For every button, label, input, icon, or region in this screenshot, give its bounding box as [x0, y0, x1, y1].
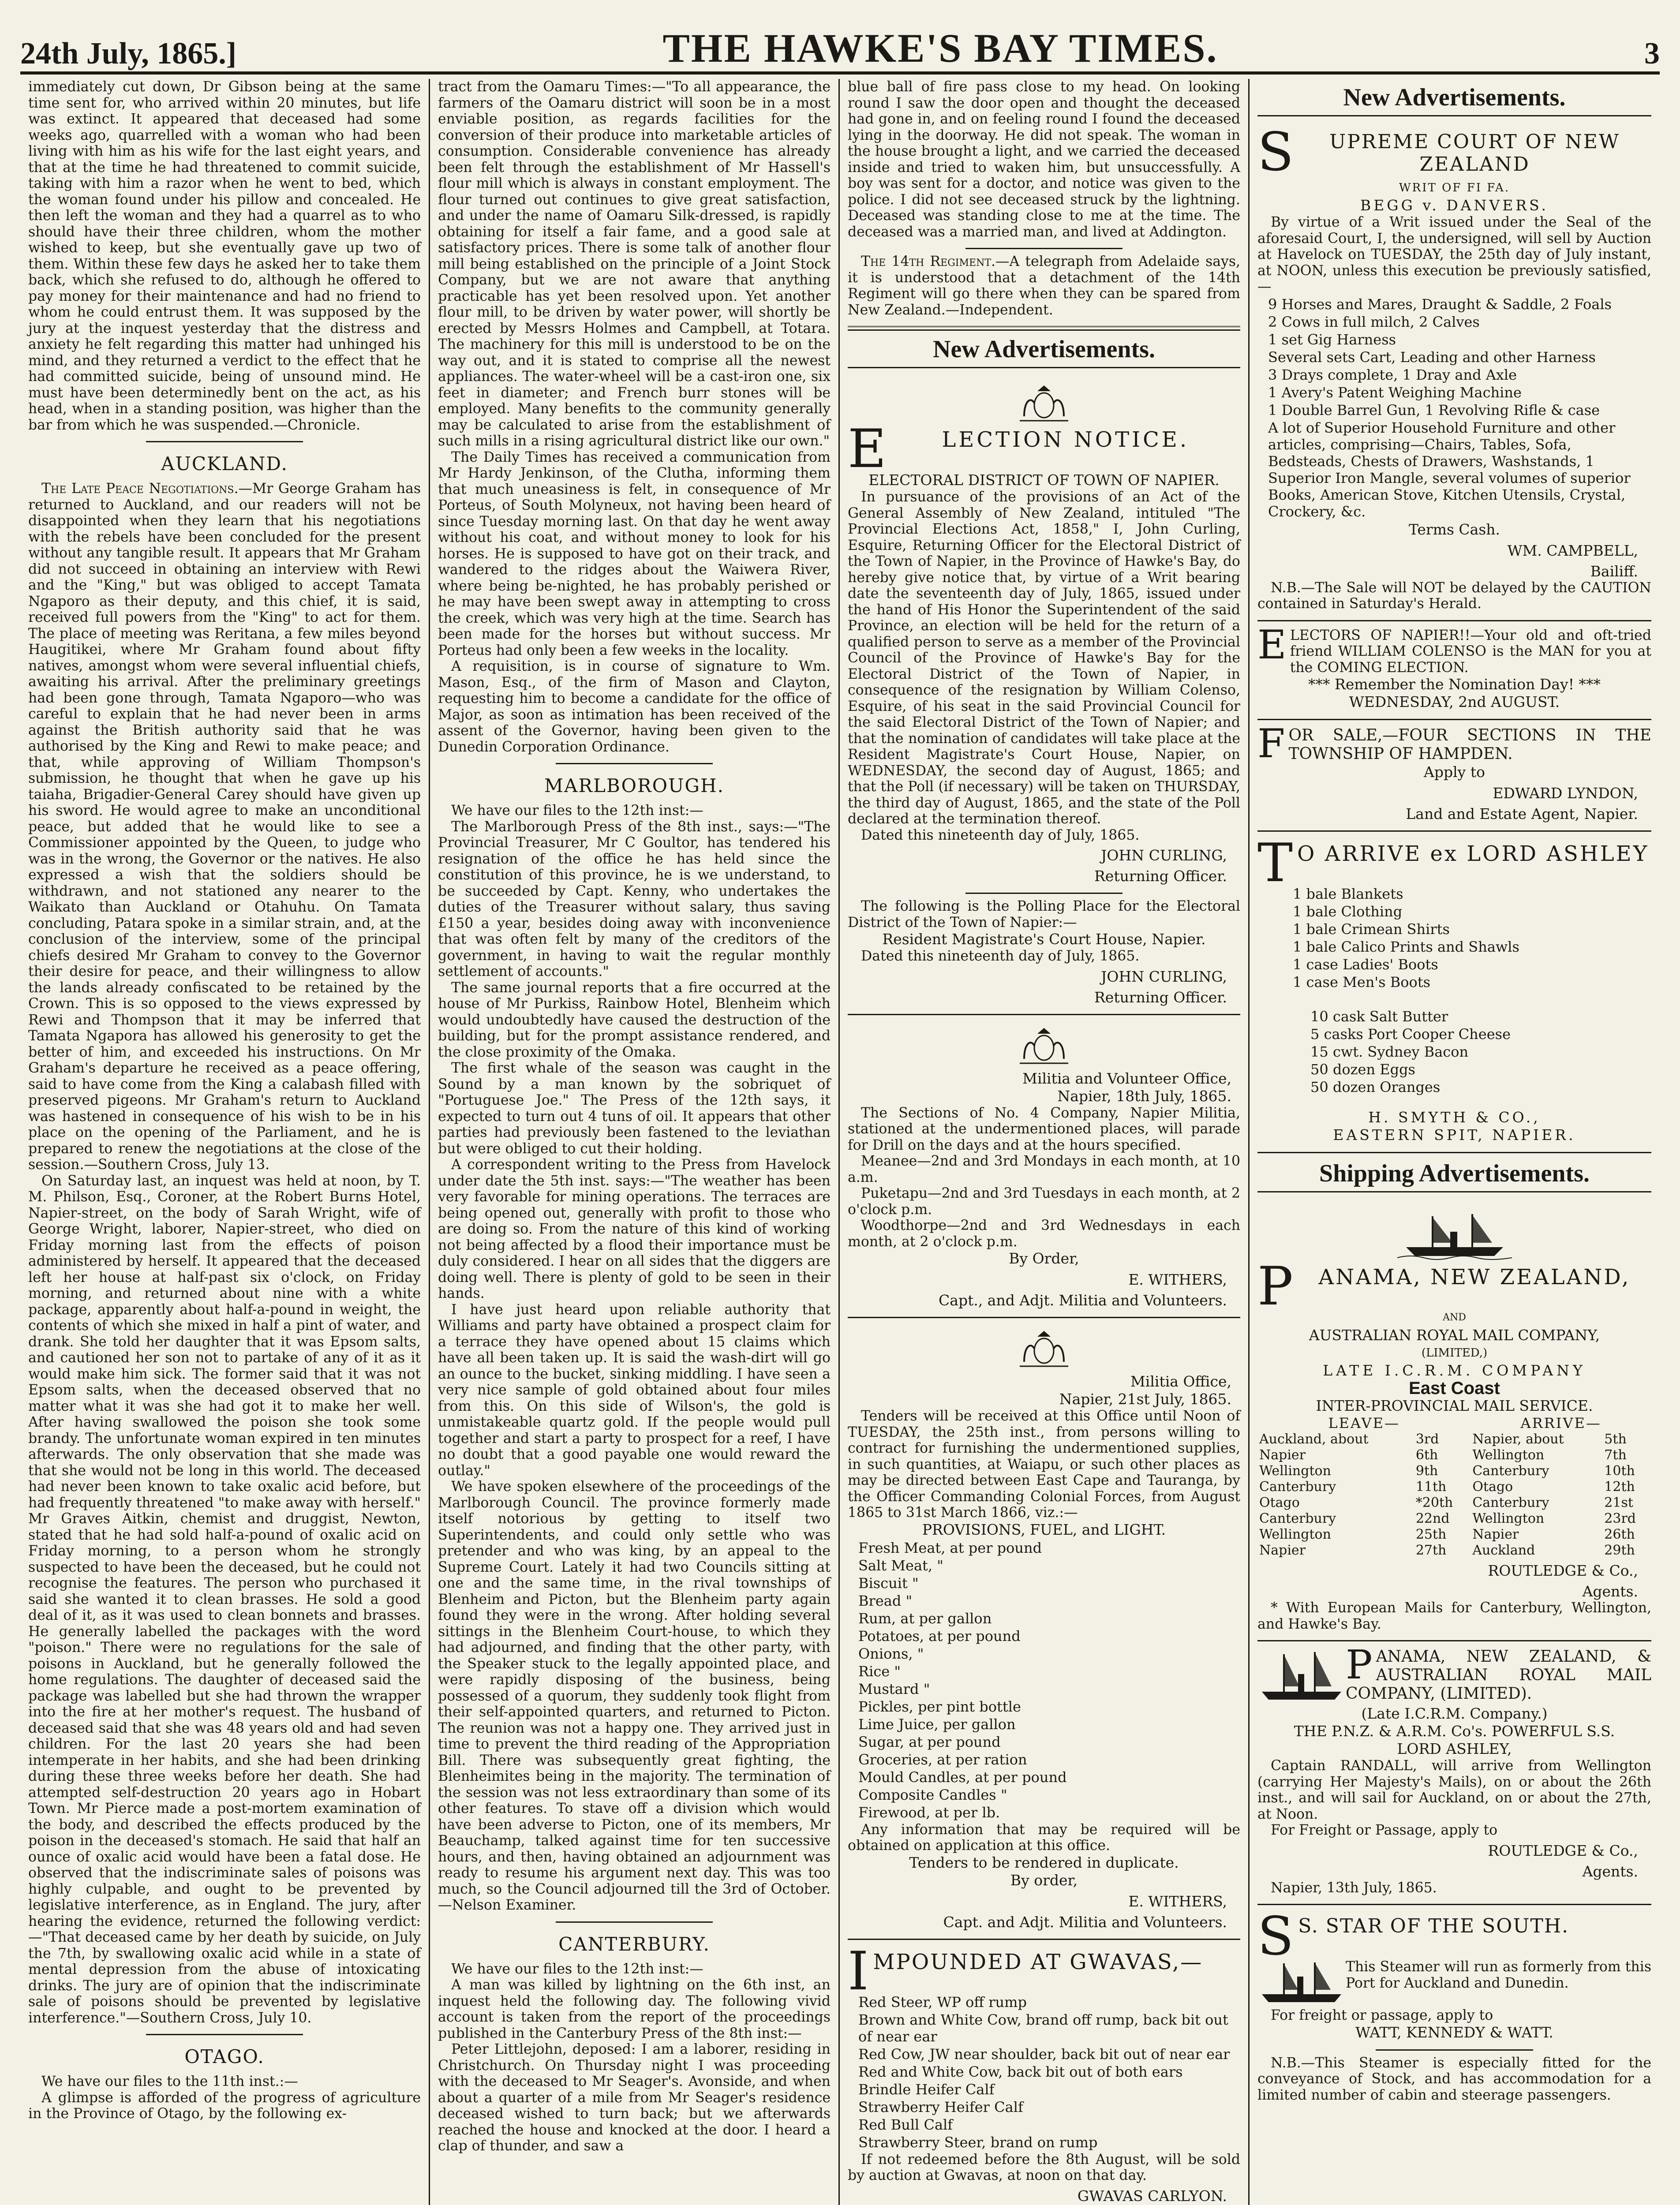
ad-heading: ANAMA, NEW ZEALAND,: [1318, 1265, 1631, 1289]
table-row: Napier 27th Auckland 29th: [1259, 1543, 1635, 1558]
ad-line: INTER-PROVINCIAL MAIL SERVICE.: [1316, 1397, 1593, 1414]
lord-ashley-cargo-ad: [1257, 832, 1651, 1153]
ad-signature-title: Agents.: [1582, 1583, 1638, 1600]
ad-heading: ANAMA, NEW ZEALAND, & AUSTRALIAN ROYAL MAIL COMPANY, (LIMITED).: [1346, 1648, 1651, 1703]
list-item: Strawberry Heifer Calf: [858, 2098, 1023, 2115]
article-text: A glimpse is afforded of the progress of agriculture in the Province of Otago, by the following ex-: [28, 2089, 421, 2122]
article-text: A correspondent writing to the Press from Havelock under date the 5th inst. says:—"The weather has been very favorable for mining operations. The terraces are being opened out, generally with profit to those who are doing so. From the nature of this kind of working not being affected by a flood their importance must be duly considered. I hear on all sides that the diggers are doing well. There is plenty of gold to be seen in their hands.: [438, 1157, 831, 1301]
page-number: 3: [1644, 37, 1660, 71]
table-row: Canterbury 11th Otago 12th: [1259, 1479, 1635, 1495]
ad-signature-title: Agents.: [1582, 1862, 1638, 1880]
list-item: Biscuit ": [858, 1574, 919, 1592]
supreme-court-ad: [1257, 121, 1651, 621]
table-row: Napier 6th Wellington 7th: [1259, 1447, 1627, 1463]
royal-arms-icon: [1011, 1329, 1077, 1368]
ship-name: LORD ASHLEY,: [1397, 1740, 1512, 1757]
article-text: A requisition, is in course of signature to Wm. Mason, Esq., of the firm of Mason and Clayton, requesting him to become a candidate for the office of Major, as soon as intimation has been received of the assent of the Governor, having been given to the Dunedin Corporation Ordinance.: [438, 658, 831, 755]
article-text: The Daily Times has received a communication from Mr Hardy Jenkinson, of the Clutha, informing them that much uneasiness is felt, in consequence of Mr Porteus, of South Molyneux, not having been heard of since Tuesday morning last. On that day he went away without his coat, and without money to look for his horses. He is supposed to have got on their track, and wandered to the ridges about the Waiwera River, where being be-nighted, he has probably perished or he may have been swept away in attempting to cross the creek, which was very high at the time. Search has been made for the horses but without success. Mr Porteus had only been a few weeks in the locality.: [438, 449, 831, 658]
ad-line: AND: [1443, 1312, 1466, 1323]
shipping-advertisements-banner: Shipping Advertisements.: [1257, 1159, 1651, 1192]
list-item: Salt Meat, ": [858, 1557, 943, 1574]
writ-title: WRIT OF FI FA.: [1399, 181, 1510, 194]
list-item: 1 bale Blankets: [1293, 886, 1403, 902]
list-item: Bread ": [858, 1592, 913, 1609]
list-item: 10 cask Salt Butter: [1310, 1008, 1448, 1025]
drop-cap: P: [1257, 1256, 1293, 1317]
electors-ad: [1257, 621, 1651, 721]
list-item: Mould Candles, at per pound: [858, 1768, 1067, 1786]
ad-signature: JOHN CURLING,: [1101, 968, 1227, 985]
column-1: [20, 79, 430, 2205]
article-lead: The 14th Regiment.: [861, 254, 996, 269]
divider: [965, 893, 1122, 894]
article-text: The first whale of the season was caught in the Sound by a man known by the sobriquet of "Portuguese Joe." The Press of the 12th says, it expected to turn out 4 tuns of oil. It appears that other parties had previously been fastened to the leviathan but were obliged to cut their holding.: [438, 1060, 831, 1157]
table-header-row: [1257, 1415, 1651, 1431]
new-advertisements-banner: New Advertisements.: [1257, 83, 1651, 116]
column-header: ARRIVE—: [1520, 1415, 1601, 1431]
ad-body: Captain RANDALL, will arrive from Wellington (carrying Her Majesty's Mails), on or about the 26th inst., and will sail for Auckland, on or about the 27th, at Noon.: [1257, 1758, 1651, 1822]
election-notice-ad: [848, 373, 1240, 1015]
ad-heading: OR SALE,—FOUR SECTIONS IN THE TOWNSHIP OF HAMPDEN.: [1288, 726, 1651, 763]
ad-signature: WATT, KENNEDY & WATT.: [1355, 2023, 1553, 2041]
ad-heading: LECTION NOTICE.: [942, 427, 1190, 452]
ad-date: Napier, 18th July, 1865.: [1057, 1087, 1231, 1105]
militia-tender-ad: [848, 1318, 1240, 1940]
list-item: Lime Juice, per gallon: [858, 1715, 1016, 1733]
ad-heading: O ARRIVE ex LORD ASHLEY: [1297, 841, 1649, 866]
ad-body: By virtue of a Writ issued under the Seal of the aforesaid Court, I, the undersigned, will sell by Auction at Havelock on TUESDAY, the 25th day of July instant, at NOON, unless this execution be previously satisfied,—: [1257, 214, 1651, 295]
ad-signature-title: Bailiff.: [1590, 562, 1638, 580]
ad-line: Meanee—2nd and 3rd Mondays in each month, at 10 a.m.: [848, 1153, 1240, 1185]
ad-note: * With European Mails for Canterbury, Wellington, and Hawke's Bay.: [1257, 1600, 1651, 1632]
drop-cap: P: [1346, 1642, 1373, 1688]
ad-signature-title: Capt., and Adjt. Militia and Volunteers.: [939, 1292, 1227, 1309]
cargo-list: [1257, 886, 1651, 990]
ad-subheading: PROVISIONS, FUEL, and LIGHT.: [922, 1521, 1166, 1538]
lord-ashley-sailing-ad: [1257, 1641, 1651, 1905]
ad-note: N.B.—The Sale will NOT be delayed by the CAUTION contained in Saturday's Herald.: [1257, 579, 1651, 612]
list-item: Red Steer, WP off rump: [858, 1993, 1027, 2011]
ad-dated: Dated this nineteenth day of July, 1865.: [861, 948, 1140, 964]
drop-cap: S: [1257, 1906, 1294, 1967]
ad-body: If not redeemed before the 8th August, will be sold by auction at Gwavas, at noon on that day.: [848, 2151, 1240, 2183]
ad-date: Napier, 21st July, 1865.: [1059, 1390, 1231, 1408]
for-sale-ad: [1257, 720, 1651, 832]
polling-place: Resident Magistrate's Court House, Napier.: [882, 931, 1206, 948]
list-item: 1 bale Clothing: [1293, 903, 1403, 920]
column-header: LEAVE—: [1328, 1415, 1400, 1431]
ad-subheading: ELECTORAL DISTRICT OF TOWN OF NAPIER.: [868, 471, 1220, 489]
list-item: Rum, at per gallon: [858, 1610, 992, 1627]
list-item: Groceries, at per ration: [858, 1751, 1027, 1768]
list-item: 15 cwt. Sydney Bacon: [1310, 1043, 1469, 1060]
list-item: 1 case Ladies' Boots: [1293, 956, 1438, 973]
article-text: immediately cut down, Dr Gibson being at the same time sent for, who arrived within 20 minutes, but life was extinct. It appeared that deceased had some weeks ago, quarrelled with a woman who had been living with him as his wife for the last eight years, and that at the time he had threatened to commit suicide, taking with him a razor when he went to bed, which the woman found under his pillow and concealed. He then left the woman and they had a quarrel as to who should have their three children, whom the mother wished to keep, but she eventually gave up two of them. Within these few days he asked her to take them back, which she refused to do, although he offered to pay money for their maintenance and had no friend to whom he could entrust them. It was supposed by the jury at the inquest yesterday that the distress and anxiety he felt regarding this matter had unhinged his mind, and they returned a verdict to the effect that he had committed suicide, being of unsound mind. He must have been determinedly bent on the act, as his head, when in a standing position, was higher than the bar from which he was suspended.—Chronicle.: [28, 79, 421, 433]
ad-line: (LIMITED,): [1421, 1346, 1488, 1360]
issue-date: 24th July, 1865.]: [20, 37, 237, 71]
ad-date: Napier, 13th July, 1865.: [1271, 1880, 1437, 1896]
ad-signature-title: EASTERN SPIT, NAPIER.: [1333, 1126, 1576, 1144]
star-of-the-south-ad: [1257, 1905, 1651, 2111]
list-item: Fresh Meat, at per pound: [858, 1539, 1042, 1556]
ad-body: The following is the Polling Place for the Electoral District of the Town of Napier:—: [848, 898, 1240, 931]
ad-line: Tenders to be rendered in duplicate.: [909, 1854, 1179, 1871]
list-item: Strawberry Steer, brand on rump: [858, 2134, 1098, 2151]
divider: [1376, 2049, 1533, 2051]
section-heading-otago: OTAGO.: [184, 2046, 265, 2067]
ad-body: This Steamer will run as formerly from this Port for Auckland and Dunedin.: [1346, 1959, 1651, 1991]
ad-signature: ROUTLEDGE & Co.,: [1488, 1842, 1638, 1859]
list-item: Composite Candles ": [858, 1786, 1007, 1803]
list-item: Onions, ": [858, 1645, 924, 1662]
list-item: Mustard ": [858, 1680, 930, 1697]
ad-dated: Dated this nineteenth day of July, 1865.: [861, 827, 1140, 843]
article-text: We have spoken elsewhere of the proceedings of the Marlborough Council. The province formerly made itself notorious by getting to itself two Superintendents, and could only settle who was pretender and who was king, by an appeal to the Supreme Court. Lately it had two Councils sitting at one and the same time, in the rival townships of Blenheim and Picton, but the Blenheim party again found they were in the wrong. After holding several sittings in the Blenheim Court-house, to which they had adjourned, and finding that the other party, with the Speaker stuck to the legally appointed place, and were rapidly disposing of the business, being possessed of a quorum, they suddenly took flight from their self-appointed quarters, and returned to Picton. The reunion was not a happy one. They arrived just in time to prevent the third reading of the Appropriation Bill. There was subsequently great fighting, the Blenheimites being in the majority. The termination of the session was not less extraordinary than some of its other features. To stave off a division which would have been adverse to Picton, one of its members, Mr Beauchamp, talked against time for ten successive hours, and then, having obtained an adjournment was ready to resume his argument next day. This was too much, so the Council adjourned till the 3rd of October.—Nelson Examiner.: [438, 1479, 831, 1913]
list-item: Firewood, at per lb.: [858, 1804, 1000, 1821]
ad-line: LATE I.C.R.M. COMPANY: [1323, 1362, 1586, 1379]
article-text: We have our files to the 12th inst:—: [451, 1961, 703, 1977]
ad-office: Militia Office,: [1130, 1373, 1231, 1390]
impounded-ad: [848, 1940, 1240, 2205]
ad-body: In pursuance of the provisions of an Act of the General Assembly of New Zealand, intituled "The Provincial Elections Act, 1858," I, John Curling, Esquire, Returning Officer for the Electoral District of the Town of Napier, in the Province of Hawke's Bay, do hereby give notice that, by virtue of a Writ bearing date the seventeenth day of July, 1865, issued under the hand of His Honor the Superintendent of the said Province, an election will be held for the return of a qualified person to serve as a member of the Provincial Council of the Province of Hawke's Bay for the Electoral District of the Town of Napier, in consequence of the resignation by William Colenso, Esquire, of his seat in the said Provincial Council for the said Electoral District of the Town of Napier; and that the nomination of candidates will take place at the Resident Magistrate's Court House, Napier, on WEDNESDAY, the second day of August, 1865; and that the Poll (if necessary) will be taken on THURSDAY, the third day of August, 1865, and the state of the Poll declared at the termination thereof.: [848, 489, 1240, 827]
article-text: We have our files to the 12th inst:—: [451, 803, 703, 818]
article-text: Peter Littlejohn, deposed: I am a laborer, residing in Christchurch. On Thursday night I was proceeding with the deceased to Mr Seager's. Avonside, and when about a quarter of a mile from Mr Seager's residence deceased wished to turn back; but we afterwards reached the house and knocked at the door. I heard a clap of thunder, and saw a: [438, 2041, 831, 2154]
panama-mail-ad: [1257, 1197, 1651, 1641]
column-4: [1250, 79, 1659, 2205]
case-title: BEGG v. DANVERS.: [1360, 197, 1549, 214]
list-item: Rice ": [858, 1663, 901, 1680]
ad-line: East Coast: [1409, 1379, 1500, 1398]
drop-cap: T: [1257, 833, 1293, 894]
drop-cap: S: [1257, 122, 1294, 183]
ad-signature-title: Returning Officer.: [1094, 988, 1227, 1006]
ad-signature: E. WITHERS,: [1128, 1892, 1227, 1910]
divider: [556, 763, 713, 764]
article-text: We have our files to the 11th inst.:—: [41, 2074, 298, 2089]
list-item: 1 bale Crimean Shirts: [1293, 921, 1450, 938]
ad-line: Apply to: [1424, 763, 1485, 781]
supplies-list: [848, 1540, 1240, 1821]
list-item: Red Bull Calf: [858, 2116, 953, 2133]
table-row: Wellington 25th Napier 26th: [1259, 1527, 1635, 1542]
ad-body: The Sections of No. 4 Company, Napier Militia, stationed at the undermentioned places, will parade for Drill on the days and at the hours specified.: [848, 1105, 1240, 1153]
list-item: 1 case Men's Boots: [1293, 974, 1431, 990]
article-text: blue ball of fire pass close to my head. On looking round I saw the door open and thought the deceased had gone in, and on feeling round I found the deceased lying in the doorway. He did not speak. The woman in the house brought a light, and we carried the deceased inside and tried to waken him, but unsuccessfully. A boy was sent for a doctor, and notice was given to the police. I did not see deceased struck by the lightning. Deceased was standing close to me at the time. The deceased was a married man, and lived at Addington.: [848, 79, 1240, 240]
list-item: 1 bale Calico Prints and Shawls: [1293, 938, 1519, 955]
article-text: I have just heard upon reliable authority that Williams and party have obtained a prospect claim for a terrace they have opened about 15 claims which have all been taken up. It is said the wash-dirt will go an ounce to the bucket, sinking middling. I have seen a very nice sample of gold obtained about four miles from this. On this side of Wilson's, the gold is unmistakeable quartz gold. If the people would pull together and start a party to prospect for a reef, I have no doubt that a good payable one would reward the outlay.": [438, 1301, 831, 1479]
list-item: 1 Avery's Patent Weighing Machine: [1268, 384, 1522, 401]
ad-heading: UPREME COURT OF NEW ZEALAND: [1329, 131, 1620, 176]
article-text: tract from the Oamaru Times:—"To all appearance, the farmers of the Oamaru district will soon be in a most enviable position, as regards facilities for the conversion of their produce into marketable articles of consumption. Considerable convenience has already been felt through the establishment of Mr Hassell's flour mill which is always in constant employment. The flour turned out continues to give great satisfaction, and under the name of Oamaru Silk-dressed, is rapidly obtaining for itself a fair fame, and a good sale at satisfactory prices. There is some talk of another flour mill being established on the principle of a Joint Stock Company, but we are not aware that anything practicable has yet been resolved upon. Yet another flour mill, to be driven by water power, will shortly be erected by Messrs Holmes and Campbell, at Totara. The machinery for this mill is understood to be on the way out, and it is stated to comprise all the newest appliances. The water-wheel will be a cast-iron one, six feet in diameter; and French burr stones will be employed. Many benefits to the community generally may be calculated to arise from the establishment of such mills in a rising agricultural district like our own.": [438, 79, 831, 449]
mail-schedule-table: [1257, 1415, 1651, 1558]
ad-line: Puketapu—2nd and 3rd Tuesdays in each month, at 2 o'clock p.m.: [848, 1185, 1240, 1218]
divider: [146, 2034, 303, 2035]
article-text: The same journal reports that a fire occurred at the house of Mr Purkiss, Rainbow Hotel, Blenheim which would undoubtedly have caused the destruction of the building, but for the prompt assistance rendered, and the close proximity of the Omaka.: [438, 979, 831, 1060]
ad-line: THE P.N.Z. & A.R.M. Co's. POWERFUL S.S.: [1294, 1723, 1615, 1740]
ad-signature-title: Land and Estate Agent, Napier.: [1406, 805, 1638, 822]
ad-signature-title: Returning Officer.: [1094, 867, 1227, 885]
article-body: —Mr George Graham has returned to Auckland, and our readers will not be disappointed when they learn that his negotiations with the rebels have been concluded for the present without any tangible result. It appears that Mr Graham did not succeed in obtaining an interview with Rewi and the "King," but was obliged to accept Tamata Ngaporo as their deputy, and this chief, it is said, received full powers from the "King" to act for them. The place of meeting was Reritana, a few miles beyond Haugitikei, where Mr Graham found about fifty natives, amongst whom were several influential chiefs, awaiting his arrival. After the preliminary greetings had been gone through, Tamata Ngaporo—who was careful to explain that he had never been in arms against the British authority said that he was authorised by the King and Rewi to make peace; and that, while approving of William Thompson's submission, he thought that when he gave up his taiaha, Brigadier-General Carey should have given up his sword. He would agree to make an unconditional peace, but added that he would like to see a Commissioner appointed by the Queen, to judge who was in the wrong, the Governor or the natives. He also expressed a wish that the soldiers should be withdrawn, and not stationed any nearer to the Waikato than Auckland or Otahuhu. On Tamata concluding, Patara spoke in a similar strain, and, at the conclusion of the interview, some of the principal chiefs desired Mr Graham to convey to the Governor their desire for peace, and their willingness to allow the lands already confiscated to be retained by the Crown. This is so opposed to the views expressed by Rewi and Thompson that it may be inferred that Tamata Ngapora has allowed his generosity to get the better of him, and exceeded his instructions. On Mr Graham's departure he received as a peace offering, said to have come from the King a calabash filled with preserved pigeons. Mr Graham's return to Auckland was hastened in consequence of his wish to be in his place on the opening of the Parliament, and he is prepared to renew the negotiations at the close of the session.—Southern Cross, July 13.: [28, 481, 421, 1173]
divider: [146, 441, 303, 442]
column-3: [840, 79, 1250, 2205]
ad-signature: JOHN CURLING,: [1101, 847, 1227, 864]
column-2: [430, 79, 840, 2205]
ad-line: For Freight or Passage, apply to: [1271, 1822, 1498, 1838]
ad-office: Militia and Volunteer Office,: [1022, 1069, 1231, 1087]
section-heading-marlborough: MARLBOROUGH.: [544, 775, 724, 796]
ad-body: Tenders will be received at this Office until Noon of TUESDAY, the 25th inst., from persons willing to contract for furnishing the undermentioned supplies, in such quantities, at Waiapu, or such other places as may be directed between East Cape and Tauranga, by the Officer Commanding Colonial Forces, from August 1865 to 31st March 1866, viz.:—: [848, 1408, 1240, 1521]
ad-heading: MPOUNDED AT GWAVAS,—: [873, 1949, 1203, 1974]
ad-heading-line: AUSTRALIAN ROYAL MAIL COMPANY,: [1309, 1327, 1600, 1344]
table-row: Wellington 9th Canterbury 10th: [1259, 1463, 1635, 1479]
table-row: Canterbury 22nd Wellington 23rd: [1259, 1511, 1636, 1526]
ad-signature: EDWARD LYNDON,: [1493, 785, 1638, 802]
list-item: Pickles, per pint bottle: [858, 1698, 1021, 1715]
ad-line: (Late I.C.R.M. Company.): [1361, 1705, 1548, 1722]
divider: [556, 1921, 713, 1923]
ad-signature: ROUTLEDGE & Co.,: [1488, 1562, 1638, 1579]
list-item: 50 dozen Eggs: [1310, 1061, 1415, 1078]
steamship-icon: [1257, 1648, 1346, 1705]
list-item: Several sets Cart, Leading and other Harness: [1268, 348, 1596, 366]
drop-cap: E: [1257, 621, 1287, 668]
article-text: A man was killed by lightning on the 6th inst, an inquest held the following day. The following vivid account is taken from the report of the proceedings published in the Canterbury Press of the 8th inst:—: [438, 1977, 831, 2041]
ad-terms: Terms Cash.: [1408, 520, 1500, 538]
divider: [848, 326, 1240, 331]
list-item: Red and White Cow, back bit out of both ears: [858, 2063, 1183, 2080]
article-text: The Marlborough Press of the 8th inst., says:—"The Provincial Treasurer, Mr C Goultor, has tendered his resignation of the office he has held since the constitution of this province, he is we understand, to be succeeded by Capt. Kenny, who undertakes the duties of the Treasurer without salary, thus saving £150 a year, besides doing away with inconvenience that was often felt by many of the creditors of the government, in having to wait the regular monthly settlement of accounts.": [438, 818, 831, 979]
ad-date: WEDNESDAY, 2nd AUGUST.: [1349, 693, 1560, 710]
article-text: [848, 254, 1240, 318]
section-heading-auckland: AUCKLAND.: [161, 453, 288, 475]
list-item: 2 Cows in full milch, 2 Calves: [1268, 313, 1480, 330]
impounded-list: [848, 1994, 1240, 2151]
ad-signature: GWAVAS CARLYON.: [1077, 2187, 1227, 2205]
list-item: Brindle Heifer Calf: [858, 2081, 995, 2098]
article-lead: The Late Peace Negotiations.: [41, 481, 239, 497]
new-advertisements-banner: New Advertisements.: [848, 335, 1240, 368]
cargo-list: [1257, 1008, 1651, 1095]
royal-arms-icon: [1011, 1026, 1077, 1065]
list-item: 50 dozen Oranges: [1310, 1079, 1441, 1095]
sale-items-list: [1257, 296, 1651, 520]
drop-cap: I: [848, 1940, 869, 2002]
ad-line: Woodthorpe—2nd and 3rd Wednesdays in each month, at 2 o'clock p.m.: [848, 1218, 1240, 1250]
ad-signature: WM. CAMPBELL,: [1507, 542, 1638, 559]
article-text: On Saturday last, an inquest was held at noon, by T. M. Philson, Esq., Coroner, at the Robert Burns Hotel, Napier-street, on the body of Sarah Wright, wife of George Wright, laborer, Napier-street, who died on Friday morning last from the effects of poison administered by herself. It appeared that the deceased left her house at half-past six o'clock, on Friday morning, and returned about nine with a white package, apparently about half-a-pound in weight, the contents of which she mixed in half a pint of water, and drank. She told her daughter that it was Epsom salts, and cautioned her son not to partake of any of it as it would make him sick. The former said that it was not Epsom salts, when the deceased observed that no matter what it was she had got it to make her well. After having swallowed the poison she took some brandy. The unfortunate woman expired in ten minutes afterwards. The only observation that she made was that she would not be long in this world. The deceased had never been known to take oxalic acid before, but had frequently threatened "to make away with herself." Mr Graves Aitkin, chemist and druggist, Newton, stated that he had sold half-a-pound of oxalic acid on Friday morning, to a person whom he strongly suspected to have been the deceased, but he could not recognise the features. The person who purchased it said she wanted it to clean brasses. He sold a good deal of it, as it was used to clean bonnets and brasses. He generally labelled the packages with the word "poison." There were no regulations for the sale of poisons in Auckland, but he generally followed the home regulations. The daughter of deceased said the package was labelled but she had thrown the wrapper into the fire at her mother's request. The husband of deceased said that she was 48 years old and had seven children. For the last 20 years she had been intemperate in her habits, and she had been drinking during these three weeks before her death. She had attempted self-destruction 20 years ago in Hobart Town. Mr Pierce made a post-mortem examination of the body, and described the effects produced by the poison in the deceased's stomach. He said that half an ounce of oxalic acid would have been a fatal dose. He observed that the indiscriminate sales of poisons was highly culpable, and ought to be prevented by legislative interference, as in England. The jury, after hearing the evidence, returned the following verdict:—"That deceased came by her death by suicide, on July the 7th, by swallowing oxalic acid while in a state of mental depression from the abuse of intoxicating drinks. The jury are of opinion that the indiscriminate sale of poisons should be prevented by legislative interference."—Southern Cross, July 10.: [28, 1173, 421, 2026]
article-text: [28, 481, 421, 1173]
ad-body: LECTORS OF NAPIER!!—Your old and oft-tried friend WILLIAM COLENSO is the MAN for you at the COMING ELECTION.: [1290, 627, 1651, 676]
list-item: Brown and White Cow, brand off rump, back bit out of near ear: [858, 2011, 1228, 2045]
ad-note: N.B.—This Steamer is especially fitted for the conveyance of Stock, and has accommodation for a limited number of cabin and steerage passengers.: [1257, 2055, 1651, 2103]
steamship-icon: [1257, 1959, 1346, 2007]
list-item: 1 Double Barrel Gun, 1 Revolving Rifle & case: [1268, 401, 1600, 419]
list-item: A lot of Superior Household Furniture and other articles, comprising—Chairs, Tables, Sofa, Bedsteads, Chests of Drawers, Washstands, 1 Superior Iron Mangle, several volumes of superior Books, American Stove, Kitchen Utensils, Crystal, Crockery, &c.: [1268, 419, 1631, 520]
ad-order: By order,: [1010, 1871, 1078, 1889]
militia-drill-ad: [848, 1015, 1240, 1319]
ad-line: For freight or passage, apply to: [1271, 2007, 1493, 2023]
royal-arms-icon: [1011, 383, 1077, 423]
list-item: 3 Drays complete, 1 Dray and Axle: [1268, 366, 1517, 383]
ad-signature: H. SMYTH & CO.,: [1368, 1109, 1541, 1126]
divider: [965, 248, 1122, 249]
ad-signature-title: Capt. and Adjt. Militia and Volunteers.: [943, 1913, 1227, 1931]
ad-line: *** Remember the Nomination Day! ***: [1308, 676, 1601, 693]
ad-body: Any information that may be required will be obtained on application at this office.: [848, 1821, 1240, 1854]
list-item: 1 set Gig Harness: [1268, 331, 1396, 348]
list-item: 9 Horses and Mares, Draught & Saddle, 2 Foals: [1268, 295, 1612, 313]
drop-cap: F: [1257, 721, 1285, 767]
ad-order: By Order,: [1009, 1250, 1079, 1267]
list-item: Sugar, at per pound: [858, 1733, 1001, 1750]
article-body: —A telegraph from Adelaide says, it is understood that a detachment of the 14th Regiment will go there when they can be spared from New Zealand.—Independent.: [848, 254, 1240, 318]
ad-heading: S. STAR OF THE SOUTH.: [1298, 1915, 1569, 1937]
columns: [20, 79, 1660, 2205]
newspaper-title: THE HAWKE'S BAY TIMES.: [662, 26, 1218, 71]
masthead: [20, 19, 1660, 75]
list-item: 5 casks Port Cooper Cheese: [1310, 1026, 1511, 1043]
list-item: Potatoes, at per pound: [858, 1627, 1021, 1644]
list-item: Red Cow, JW near shoulder, back bit out of near ear: [858, 2045, 1230, 2063]
section-heading-canterbury: CANTERBURY.: [558, 1933, 710, 1955]
drop-cap: E: [848, 419, 887, 480]
table-row: Otago *20th Canterbury 21st: [1259, 1495, 1633, 1510]
table-row: Auckland, about 3rd Napier, about 5th: [1259, 1431, 1627, 1447]
ad-signature: E. WITHERS,: [1128, 1271, 1227, 1288]
steamship-icon: [1397, 1207, 1512, 1260]
